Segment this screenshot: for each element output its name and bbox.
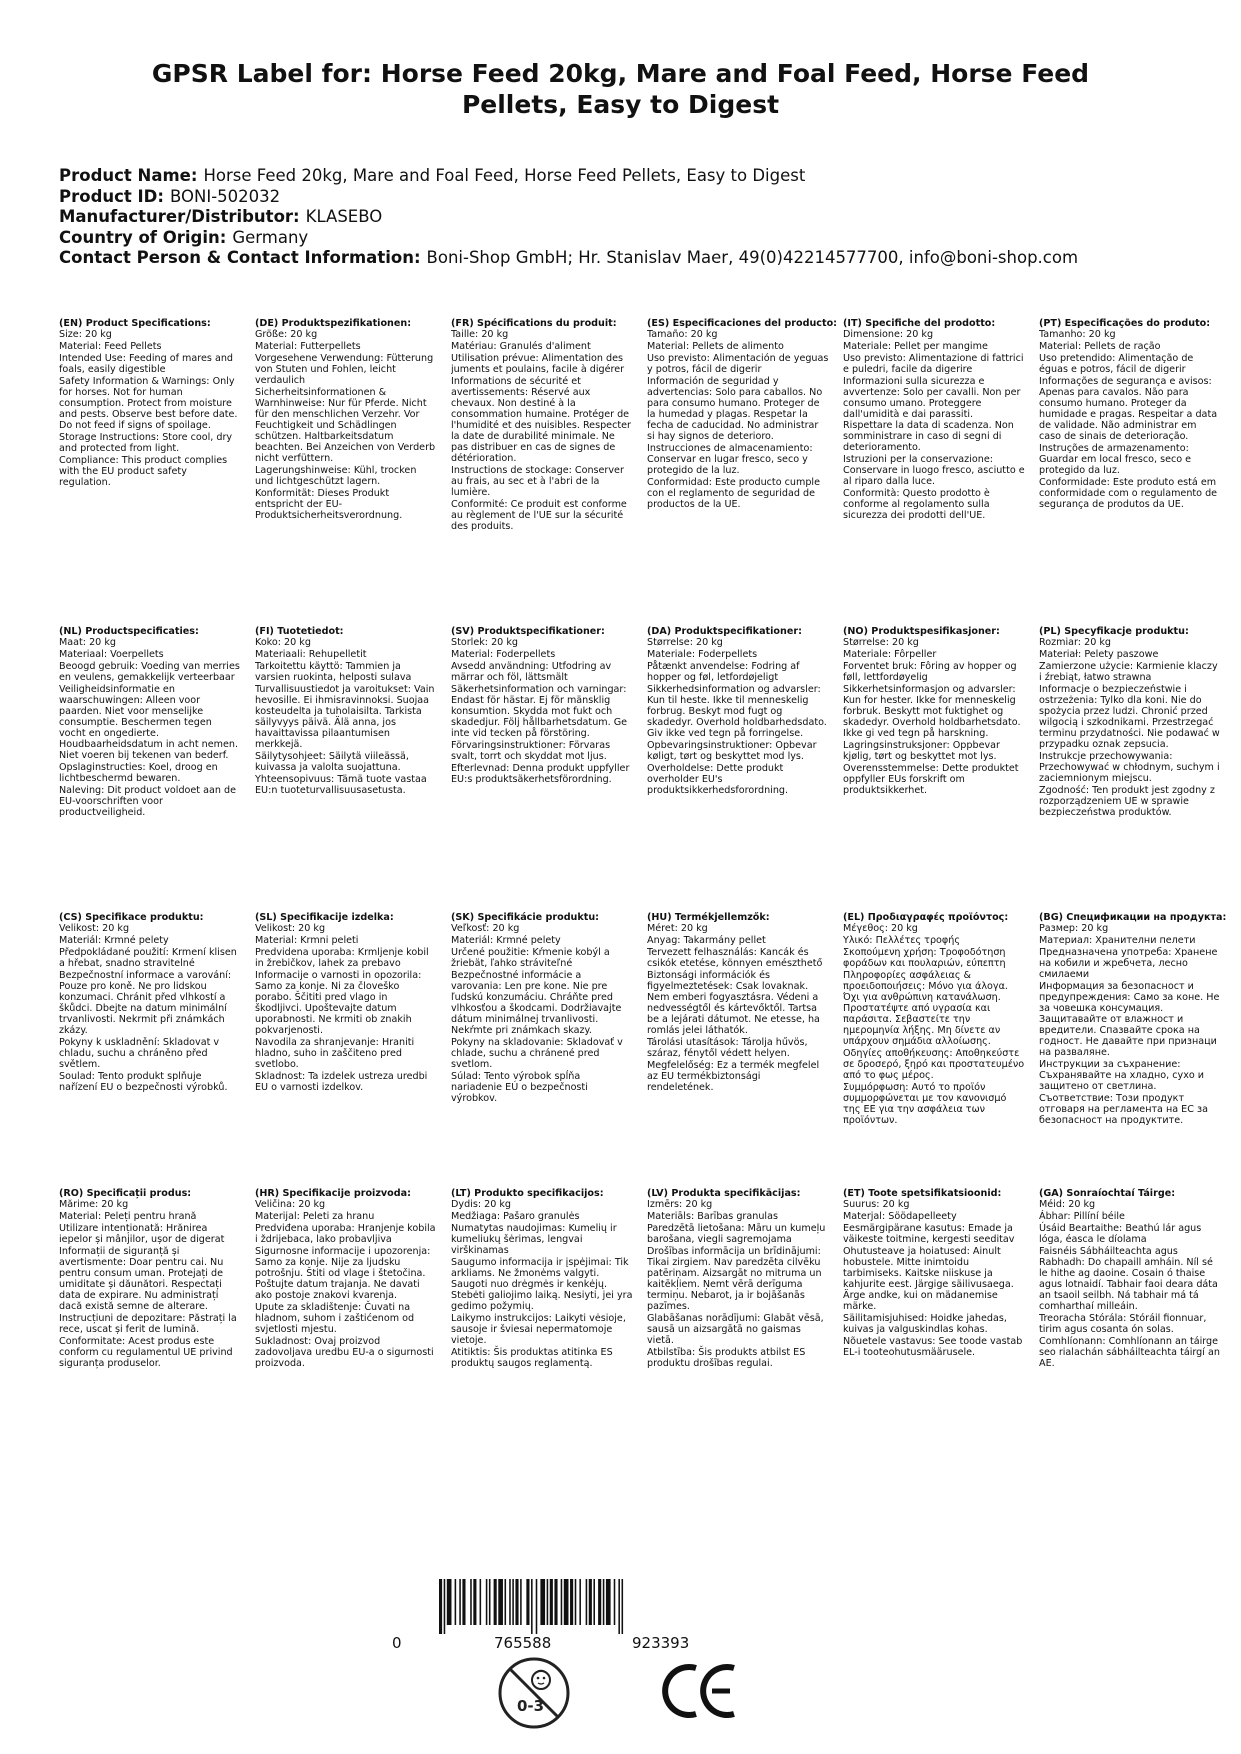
language-spec-line: Úsáid Beartaithe: Beathú lár agus lóga, éasca le díolama [1039, 1223, 1202, 1245]
language-spec-line: Размер: 20 kg [1039, 923, 1109, 934]
language-spec-line: Materiál: Krmné pelety [451, 935, 561, 946]
barcode-bar [486, 1579, 488, 1625]
language-spec-line: Tamaño: 20 kg [647, 329, 718, 340]
language-spec-card [1039, 626, 1235, 912]
language-spec-line: Megfelelőség: Ez a termék megfelel az EU termékbiztonsági rendeletének. [647, 1060, 820, 1093]
language-spec-line: Koko: 20 kg [255, 637, 311, 648]
language-spec-header: (EN) Product Specifications: [59, 318, 211, 329]
language-spec-line: Ohutusteave ja hoiatused: Ainult hobustele. Mitte inimtoidu tarbimiseks. Kaitske niiskuse ja kahjurite eest. Järgige säilivusaega. Ärge andke, kui on mädanemise märke. [843, 1246, 1014, 1312]
language-spec-card [1039, 1188, 1235, 1478]
barcode-bar [614, 1579, 616, 1625]
language-spec-line: Atbilstība: Šis produkts atbilst ES produktu drošības regulai. [647, 1347, 806, 1369]
language-spec-grid [59, 318, 1227, 1478]
language-spec-card [255, 912, 451, 1188]
language-spec-line: Faisnéis Sábháilteachta agus Rabhadh: Do chapaill amháin. Níl sé le hithe ag daoine. Cosain ó thaise agus lotnaidí. Tabhair faoi deara dáta an tsaoil seilbh. Ná tabhair má tá comharthaí milleáin. [1039, 1246, 1218, 1312]
language-spec-line: Konformität: Dieses Produkt entspricht der EU-Produktsicherheitsverordnung. [255, 488, 403, 521]
language-spec-card [843, 318, 1039, 626]
language-spec-line: Instrucciones de almacenamiento: Conservar en lugar fresco, seco y protegido de la luz. [647, 443, 813, 476]
barcode-bar [462, 1579, 465, 1625]
barcode-bar [459, 1579, 461, 1625]
language-spec-line: Materiaali: Rehupelletit [255, 649, 367, 660]
info-value: Horse Feed 20kg, Mare and Foal Feed, Horse Feed Pellets, Easy to Digest [203, 166, 806, 185]
language-spec-line: Saugumo informacija ir įspėjimai: Tik arkliams. Ne žmonėms valgyti. Saugoti nuo drėgmės ir kenkėjų. Stebėti galiojimo laiką. Nesiyti, jei yra gedimo požymių. [451, 1257, 633, 1312]
language-spec-line: Οδηγίες αποθήκευσης: Αποθηκεύστε σε δροσερό, ξηρό και προστατευμένο από το φως μέρος. [843, 1048, 1025, 1081]
language-spec-line: Materiał: Pelety paszowe [1039, 649, 1159, 660]
language-spec-line: Rozmiar: 20 kg [1039, 637, 1111, 648]
ce-mark-icon [660, 1660, 740, 1722]
info-value: Germany [232, 227, 309, 247]
barcode-bar [547, 1579, 549, 1625]
language-spec-line: Информация за безопасност и предупреждения: Само за коне. Не за човешка консумация. Защитавайте от влажност и вредители. Спазвайте срока на годност. Не давайте при признаци на разваляне. [1039, 981, 1220, 1058]
language-spec-line: Glabāšanas norādījumi: Glabāt vēsā, sausā un aizsargātā no gaismas vietā. [647, 1313, 824, 1346]
language-spec-card [451, 912, 647, 1188]
barcode-bar [512, 1579, 514, 1625]
language-spec-line: Materijal: Peleti za hranu [255, 1211, 375, 1222]
language-spec-line: Izmērs: 20 kg [647, 1199, 713, 1210]
language-spec-line: Инструкции за съхранение: Съхранявайте на хладно, сухо и защитено от светлина. [1039, 1059, 1205, 1092]
language-spec-line: Dimensione: 20 kg [843, 329, 934, 340]
barcode-bar [455, 1579, 457, 1625]
barcode-bar [589, 1579, 592, 1625]
barcode-bar [515, 1579, 518, 1625]
language-spec-line: Conformité: Ce produit est conforme au règlement de l'UE sur la sécurité des produits. [451, 499, 627, 532]
barcode-bar [531, 1579, 533, 1634]
barcode-bar [561, 1579, 563, 1625]
language-spec-line: Conformidade: Este produto está em conformidade com o regulamento de segurança de produtos da UE. [1039, 477, 1218, 510]
language-spec-line: Lagerungshinweise: Kühl, trocken und lichtgeschützt lagern. [255, 465, 417, 487]
info-label: Country of Origin: [59, 227, 227, 247]
language-spec-line: Vorgesehene Verwendung: Fütterung von Stuten und Fohlen, leicht verdaulich [255, 353, 434, 386]
info-value: BONI-502032 [169, 186, 281, 206]
language-spec-line: Intended Use: Feeding of mares and foals, easily digestible [59, 353, 234, 375]
language-spec-card [1039, 318, 1235, 626]
language-spec-line: Predvidena uporaba: Krmljenje kobil in žrebičkov, lahek za prebavo [255, 947, 429, 969]
barcode-bar [536, 1579, 538, 1634]
language-spec-line: Forventet bruk: Fôring av hopper og føll, lettfordøyelig [843, 661, 1017, 683]
language-spec-line: Mărime: 20 kg [59, 1199, 129, 1210]
language-spec-header: (FI) Tuotetiedot: [255, 626, 344, 637]
language-spec-line: Material: Pellets de ração [1039, 341, 1161, 352]
language-spec-line: Utilisation prévue: Alimentation des juments et poulains, facile à digérer [451, 353, 625, 375]
language-spec-line: Upute za skladištenje: Čuvati na hladnom, suhom i zaštićenom od svjetlosti mjestu. [255, 1302, 415, 1335]
language-spec-line: Información de seguridad y advertencias: Solo para caballos. No para consumo humano. Proteger de la humedad y plagas. Respetar la fecha de caducidad. No administrar si hay signos de deterioro. [647, 376, 823, 442]
language-spec-card [59, 1188, 255, 1478]
language-spec-line: Instructions de stockage: Conserver au frais, au sec et à l'abri de la lumière. [451, 465, 624, 498]
language-spec-line: Velikost: 20 kg [255, 923, 326, 934]
age-label: 0-3 [517, 1697, 545, 1715]
language-spec-line: Sikkerhetsinformasjon og advarsler: Kun for hester. Ikke for menneskelig forbruk. Beskytt mot fuktighet og skadedyr. Overhold holdbarhetsdato. Ikke gi ved tegn på harskning. [843, 684, 1021, 739]
language-spec-line: Medžiaga: Pašaro granulės [451, 1211, 580, 1222]
language-spec-card [255, 1188, 451, 1478]
language-spec-line: Informacije o varnosti in opozorila: Samo za konje. Ni za človeško porabo. Ščititi pred vlago in škodljivci. Upoštevajte datum uporabnosti. Ne krmiti ob znakih pokvarjenosti. [255, 970, 422, 1036]
barcode-bar [550, 1579, 553, 1625]
language-spec-line: Lagringsinstruksjoner: Oppbevar kjølig, tørt og beskyttet mot lys. [843, 740, 1000, 762]
language-spec-line: Material: Krmni peleti [255, 935, 359, 946]
language-spec-line: Material: Peleți pentru hrană [59, 1211, 197, 1222]
language-spec-header: (GA) Sonraíochtaí Táirge: [1039, 1188, 1176, 1199]
info-label: Product Name: [59, 166, 198, 185]
language-spec-line: Súlad: Tento výrobok spĺňa nariadenie EÚ o bezpečnosti výrobkov. [451, 1071, 588, 1104]
language-spec-line: Uso previsto: Alimentación de yeguas y potros, fácil de digerir [647, 353, 829, 375]
language-spec-line: Förvaringsinstruktioner: Förvaras svalt, torrt och skyddat mot ljus. [451, 740, 611, 762]
language-spec-line: Material: Feed Pellets [59, 341, 162, 352]
barcode-bar [593, 1579, 595, 1625]
language-spec-header: (DA) Produktspecifikationer: [647, 626, 802, 637]
language-spec-line: Bezpečnostné informácie a varovania: Len pre kone. Nie pre ľudskú konzumáciu. Chráňte pred vlhkosťou a škodcami. Dodržiavajte dátum minimálnej trvanlivosti. Nekŕmte pri známkach skazy. [451, 970, 622, 1036]
language-spec-line: Atitiktis: Šis produktas atitinka ES produktų saugos reglamentą. [451, 1347, 613, 1369]
language-spec-card [59, 626, 255, 912]
language-spec-card [843, 912, 1039, 1188]
info-label: Contact Person & Contact Information: [59, 248, 421, 268]
barcode-bar [564, 1579, 569, 1625]
language-spec-line: Material: Foderpellets [451, 649, 556, 660]
language-spec-line: Treoracha Stórála: Stóráil fionnuar, tirim agus cosanta ón solas. [1039, 1313, 1207, 1335]
language-spec-header: (HR) Specifikacije proizvoda: [255, 1188, 411, 1199]
language-spec-card [1039, 912, 1235, 1188]
info-value: KLASEBO [305, 207, 383, 227]
language-spec-line: Материал: Хранителни пелети [1039, 935, 1196, 946]
language-spec-line: Påtænkt anvendelse: Fodring af hopper og føl, letfordøjeligt [647, 661, 800, 683]
language-spec-line: Säilitamisjuhised: Hoidke jahedas, kuivas ja valguskindlas kohas. [843, 1313, 1007, 1335]
language-spec-line: Uso previsto: Alimentazione di fattrici e puledri, facile da digerire [843, 353, 1024, 375]
language-spec-line: Veiligheidsinformatie en waarschuwingen: Alleen voor paarden. Niet voor menselijke consumptie. Beschermen tegen vocht en ongedierte. Houdbaarheidsdatum in acht nemen. Niet voeren bij tekenen van bederf. [59, 684, 239, 761]
language-spec-header: (PT) Especificações do produto: [1039, 318, 1211, 329]
language-spec-line: Informazioni sulla sicurezza e avvertenze: Solo per cavalli. Non per consumo umano. Proteggere dall'umidità e dai parassiti. Rispettare la data di scadenza. Non somministrare in caso di segni di deterioramento. [843, 376, 1021, 453]
barcode-bar [498, 1579, 503, 1625]
barcode-bar [439, 1579, 442, 1634]
language-spec-line: Istruzioni per la conservazione: Conservare in luogo fresco, asciutto e al riparo dalla luce. [843, 454, 1025, 487]
language-spec-line: Sicherheitsinformationen & Warnhinweise: Nur für Pferde. Nicht für den menschlichen Verzehr. Vor Feuchtigkeit und Schädlingen schützen. Haltbarkeitsdatum beachten. Bei Anzeichen von Verderb nicht verfüttern. [255, 387, 436, 464]
language-spec-line: Anyag: Takarmány pellet [647, 935, 766, 946]
language-spec-line: Tárolási utasítások: Tárolja hűvös, száraz, fénytől védett helyen. [647, 1037, 808, 1059]
age-0-3-warning-icon [497, 1656, 571, 1730]
language-spec-line: Utilizare intenționată: Hrănirea iepelor și mânjilor, ușor de digerat [59, 1223, 225, 1245]
language-spec-line: Съответствие: Този продукт отговаря на регламента на ЕС за безопасност на продуктите. [1039, 1093, 1208, 1126]
language-spec-line: Materiaal: Voerpellets [59, 649, 164, 660]
language-spec-line: Materiale: Foderpellets [647, 649, 758, 660]
language-spec-line: Συμμόρφωση: Αυτό το προϊόν συμμορφώνεται με τον κανονισμό της ΕΕ για την ασφάλεια των προϊόντων. [843, 1082, 1007, 1126]
barcode-bar [473, 1579, 476, 1625]
language-spec-line: Предназначена употреба: Хранене на кобили и жребчета, лесно смилаеми [1039, 947, 1218, 980]
barcode-bar [579, 1579, 581, 1625]
language-spec-header: (NO) Produktspesifikasjoner: [843, 626, 1000, 637]
language-spec-line: Velikost: 20 kg [59, 923, 130, 934]
language-spec-line: Méret: 20 kg [647, 923, 708, 934]
language-spec-line: Storage Instructions: Store cool, dry and protected from light. [59, 432, 233, 454]
language-spec-line: Material: Futterpellets [255, 341, 361, 352]
language-spec-line: Dydis: 20 kg [451, 1199, 512, 1210]
language-spec-header: (SL) Specifikacije izdelka: [255, 912, 394, 923]
info-label: Manufacturer/Distributor: [59, 207, 300, 227]
barcode-bar [540, 1579, 545, 1625]
language-spec-card [647, 912, 843, 1188]
barcode-digit-left: 0 [392, 1634, 402, 1652]
language-spec-line: Størrelse: 20 kg [843, 637, 919, 648]
language-spec-line: Pokyny k uskladnění: Skladovat v chladu, suchu a chráněno před světlem. [59, 1037, 220, 1070]
language-spec-card [647, 626, 843, 912]
language-spec-line: Paredzētā lietošana: Māru un kumeļu barošana, viegli sagremojama [647, 1223, 826, 1245]
language-spec-line: Pokyny na skladovanie: Skladovať v chlade, suchu a chránené pred svetlom. [451, 1037, 623, 1070]
language-spec-line: Storlek: 20 kg [451, 637, 518, 648]
language-spec-line: Zgodność: Ten produkt jest zgodny z rozporządzeniem UE w sprawie bezpieczeństwa produktów. [1039, 785, 1215, 818]
language-spec-header: (CS) Specifikace produktu: [59, 912, 204, 923]
product-info [59, 166, 1199, 269]
language-spec-header: (IT) Specifiche del prodotto: [843, 318, 996, 329]
language-spec-card [59, 912, 255, 1188]
info-label: Product ID: [59, 186, 164, 206]
barcode-bar [570, 1579, 573, 1625]
language-spec-line: Conformitate: Acest produs este conform cu regulamentul UE privind siguranța produselor. [59, 1336, 233, 1369]
language-spec-line: Opslaginstructies: Koel, droog en lichtbeschermd bewaren. [59, 762, 218, 784]
language-spec-line: Nõuetele vastavus: See toode vastab EL-i tooteohutusmäärusele. [843, 1336, 1023, 1358]
language-spec-line: Numatytas naudojimas: Kumelių ir kumeliukų šėrimas, lengvai virškinamas [451, 1223, 617, 1256]
language-spec-line: Předpokládané použití: Krmení klisen a hřebat, snadno stravitelné [59, 947, 237, 969]
language-spec-header: (FR) Spécifications du produit: [451, 318, 617, 329]
language-spec-line: Tarkoitettu käyttö: Tammien ja varsien ruokinta, helposti sulava [255, 661, 412, 683]
barcode-bar [480, 1579, 482, 1625]
barcode-bar [598, 1579, 601, 1625]
language-spec-line: Μέγεθος: 20 kg [843, 923, 918, 934]
language-spec-card [59, 318, 255, 626]
barcode-bar [575, 1579, 577, 1625]
language-spec-line: Veľkosť: 20 kg [451, 923, 520, 934]
barcode-bar [444, 1579, 446, 1634]
language-spec-header: (RO) Specificații produs: [59, 1188, 192, 1199]
language-spec-line: Materiale: Fôrpeller [843, 649, 937, 660]
language-spec-line: Instrucțiuni de depozitare: Păstrați la rece, uscat și ferit de lumină. [59, 1313, 237, 1335]
language-spec-line: Material: Pellets de alimento [647, 341, 784, 352]
language-spec-line: Navodila za shranjevanje: Hraniti hladno, suho in zaščiteno pred svetlobo. [255, 1037, 415, 1070]
language-spec-line: Materiale: Pellet per mangime [843, 341, 988, 352]
language-spec-line: Størrelse: 20 kg [647, 637, 723, 648]
language-spec-card [647, 318, 843, 626]
language-spec-card [451, 1188, 647, 1478]
language-spec-line: Sukladnost: Ovaj proizvod zadovoljava uredbu EU-a o sigurnosti proizvoda. [255, 1336, 434, 1369]
language-spec-header: (LV) Produkta specifikācijas: [647, 1188, 801, 1199]
language-spec-line: Matériau: Granulés d'aliment [451, 341, 591, 352]
barcode-bar [586, 1579, 588, 1625]
language-spec-line: Bezpečnostní informace a varování: Pouze pro koně. Ne pro lidskou konzumaci. Chránit před vlhkostí a škůdci. Dbejte na datum minimální trvanlivosti. Nekrmit při známkách zkázy. [59, 970, 232, 1036]
language-spec-card [255, 318, 451, 626]
language-spec-line: Informations de sécurité et avertissements: Réservé aux chevaux. Non destiné à la consommation humaine. Protéger de l'humidité et des nuisibles. Respecter la date de durabilité minimale. Ne pas distribuer en cas de signes de détérioration. [451, 376, 631, 464]
language-spec-line: Eesmärgipärane kasutus: Emade ja väikeste toitmine, kergesti seeditav [843, 1223, 1015, 1245]
barcode-bar [447, 1579, 452, 1625]
info-row [59, 228, 1199, 249]
barcode-bar [618, 1579, 620, 1634]
language-spec-line: Overholdelse: Dette produkt overholder EU's produktsikkerhedsforordning. [647, 763, 789, 796]
language-spec-line: Instruções de armazenamento: Guardar em local fresco, seco e protegido da luz. [1039, 443, 1192, 476]
language-spec-header: (HU) Termékjellemzők: [647, 912, 770, 923]
barcode-bar [554, 1579, 557, 1625]
barcode-bar [505, 1579, 507, 1625]
language-spec-line: Comhlíonann: Comhlíonann an táirge seo rialachán sábháilteachta táirgí an AE. [1039, 1336, 1220, 1369]
language-spec-line: Drošības informācija un brīdinājumi: Tikai zirgiem. Nav paredzēta cilvēku patēriņam. Aizsargāt no mitruma un kaitēkļiem. Ņemt vērā derīguma termiņu. Nebarot, ja ir bojāšanās pazīmes. [647, 1246, 822, 1312]
language-spec-line: Instrukcje przechowywania: Przechowywać w chłodnym, suchym i zaciemnionym miejscu. [1039, 751, 1220, 784]
language-spec-line: Conformidad: Este producto cumple con el reglamento de seguridad de productos de la UE. [647, 477, 820, 510]
language-spec-line: Taille: 20 kg [451, 329, 509, 340]
language-spec-line: Ábhar: Pillíní béile [1039, 1211, 1125, 1222]
language-spec-card [647, 1188, 843, 1478]
language-spec-line: Sikkerhedsinformation og advarsler: Kun til heste. Ikke til menneskelig forbrug. Beskyt mod fugt og skadedyr. Overhold holdbarhedsdato. Giv ikke ved tegn på forringelse. [647, 684, 827, 739]
language-spec-line: Σκοπούμενη χρήση: Τροφοδότηση φοράδων και πουλαριών, εύπεπτη [843, 947, 1006, 969]
language-spec-card [255, 626, 451, 912]
language-spec-line: Υλικό: Πελλέτες τροφής [843, 935, 960, 946]
language-spec-card [843, 1188, 1039, 1478]
barcode-bar [520, 1579, 522, 1625]
language-spec-card [451, 318, 647, 626]
language-spec-header: (DE) Produktspezifikationen: [255, 318, 412, 329]
page-title: GPSR Label for: Horse Feed 20kg, Mare and Foal Feed, Horse Feed Pellets, Easy to Digest [151, 59, 1090, 119]
language-spec-line: Materjal: Söödapelleety [843, 1211, 957, 1222]
language-spec-line: Sigurnosne informacije i upozorenja: Samo za konje. Nije za ljudsku potrošnju. Štiti od vlage i štetočina. Poštujte datum trajanja. Ne davati ako postoje znakovi kvarenja. [255, 1246, 431, 1301]
language-spec-header: (LT) Produkto specifikacijos: [451, 1188, 604, 1199]
barcode-bar [494, 1579, 497, 1625]
language-spec-line: Säilytysohjeet: Säilytä viileässä, kuivassa ja valolta suojattuna. [255, 751, 409, 773]
language-spec-line: Säkerhetsinformation och varningar: Endast för hästar. Ej för mänsklig konsumtion. Skydda mot fukt och skadedjur. Följ hållbarhetsdatum. Ge inte vid tecken på förstöring. [451, 684, 628, 739]
language-spec-line: Πληροφορίες ασφάλειας & προειδοποιήσεις: Μόνο για άλογα. Όχι για ανθρώπινη κατανάλωση. Προστατέψτε από υγρασία και παράσιτα. Σεβαστείτε την ημερομηνία λήξης. Μη δίνετε αν υπάρχουν σημάδια αλλοίωσης. [843, 970, 1008, 1047]
info-row [59, 166, 1199, 187]
language-spec-line: Maat: 20 kg [59, 637, 116, 648]
language-spec-line: Suurus: 20 kg [843, 1199, 910, 1210]
language-spec-line: Méid: 20 kg [1039, 1199, 1096, 1210]
language-spec-header: (ES) Especificaciones del producto: [647, 318, 838, 329]
language-spec-line: Materiál: Krmné pelety [59, 935, 169, 946]
language-spec-line: Yhteensopivuus: Tämä tuote vastaa EU:n tuoteturvallisuusasetusta. [255, 774, 427, 796]
barcode-bar [489, 1579, 491, 1625]
language-spec-line: Overensstemmelse: Dette produktet oppfyller EUs forskrift om produktsikkerhet. [843, 763, 1019, 796]
language-spec-header: (EL) Προδιαγραφές προϊόντος: [843, 912, 1009, 923]
language-spec-line: Materiāls: Barības granulas [647, 1211, 778, 1222]
language-spec-line: Skladnost: Ta izdelek ustreza uredbi EU o varnosti izdelkov. [255, 1071, 428, 1093]
info-row [59, 207, 1199, 228]
language-spec-line: Biztonsági információk és figyelmeztetések: Csak lovaknak. Nem emberi fogyasztásra. Védeni a nedvességtől és kártevőktől. Tartsa be a lejárati dátumot. Ne etesse, ha romlás jelei láthatók. [647, 970, 820, 1036]
barcode-bar [606, 1579, 611, 1625]
language-spec-card [843, 626, 1039, 912]
language-spec-header: (SK) Špecifikácie produktu: [451, 912, 600, 923]
language-spec-line: Informações de segurança e avisos: Apenas para cavalos. Não para consumo humano. Proteger da humidade e pragas. Respeitar a data de validade. Não administrar em caso de sinais de deterioração. [1039, 376, 1218, 442]
language-spec-line: Predviđena uporaba: Hranjenje kobila i ždrijebaca, lako probavljiva [255, 1223, 436, 1245]
language-spec-line: Zamierzone użycie: Karmienie klaczy i źrebiąt, łatwo strawna [1039, 661, 1218, 683]
barcode-bars [437, 1579, 737, 1634]
language-spec-line: Laikymo instrukcijos: Laikyti vėsioje, sausoje ir šviesai nepermatomoje vietoje. [451, 1313, 626, 1346]
language-spec-line: Soulad: Tento produkt splňuje nařízení EU o bezpečnosti výrobků. [59, 1071, 228, 1093]
language-spec-line: Určené použitie: Kŕmenie kobýl a žriebät, ľahko stráviteľné [451, 947, 610, 969]
barcode-bar [509, 1579, 511, 1625]
language-spec-line: Uso pretendido: Alimentação de éguas e potros, fácil de digerir [1039, 353, 1194, 375]
language-spec-header: (PL) Specyfikacje produktu: [1039, 626, 1189, 637]
language-spec-line: Conformità: Questo prodotto è conforme al regolamento sulla sicurezza dei prodotti dell'UE. [843, 488, 990, 521]
barcode-bar [470, 1579, 472, 1625]
language-spec-header: (SV) Produktspecifikationer: [451, 626, 605, 637]
language-spec-line: Compliance: This product complies with the EU product safety regulation. [59, 455, 228, 488]
language-spec-line: Safety Information & Warnings: Only for horses. Not for human consumption. Protect from moisture and pests. Observe best before date. Do not feed if signs of spoilage. [59, 376, 238, 431]
language-spec-card [451, 626, 647, 912]
language-spec-line: Turvallisuustiedot ja varoitukset: Vain hevosille. Ei ihmisravinnoksi. Suojaa kosteudelta ja tuholaisilta. Tarkista säilyvyys päivä. Älä anna, jos havaittavissa pilaantumisen merkkejä. [255, 684, 435, 750]
language-spec-line: Veličina: 20 kg [255, 1199, 326, 1210]
language-spec-line: Size: 20 kg [59, 329, 112, 340]
language-spec-line: Tamanho: 20 kg [1039, 329, 1116, 340]
language-spec-line: Informacje o bezpieczeństwie i ostrzeżenia: Tylko dla koni. Nie do spożycia przez ludzi. Chronić przed wilgocią i szkodnikami. Przestrzegać terminu przydatności. Nie podawać w przypadku oznak zepsucia. [1039, 684, 1220, 750]
language-spec-line: Naleving: Dit product voldoet aan de EU-voorschriften voor productveiligheid. [59, 785, 236, 818]
language-spec-line: Avsedd användning: Utfodring av märrar och föl, lättsmält [451, 661, 612, 683]
language-spec-line: Beoogd gebruik: Voeding van merries en veulens, gemakkelijk verteerbaar [59, 661, 240, 683]
language-spec-line: Tervezett felhasználás: Kancák és csikók etetése, könnyen emészthető [647, 947, 823, 969]
language-spec-line: Informații de siguranță și avertismente: Doar pentru cai. Nu pentru consum uman. Protejați de umiditate și dăunători. Respectați data de expirare. Nu administrați dacă există semne de alterare. [59, 1246, 224, 1312]
info-row [59, 248, 1199, 269]
info-row [59, 187, 1199, 208]
language-spec-header: (ET) Toote spetsifikatsioonid: [843, 1188, 1002, 1199]
info-value: Boni-Shop GmbH; Hr. Stanislav Maer, 49(0)42214577700, info@boni-shop.com [426, 248, 1079, 268]
barcode-digits-right: 923393 [632, 1634, 690, 1652]
language-spec-line: Opbevaringsinstruktioner: Opbevar køligt, tørt og beskyttet mod lys. [647, 740, 817, 762]
barcode-digits-middle: 765588 [494, 1634, 552, 1652]
barcode-bar [603, 1579, 605, 1625]
barcode-bar [526, 1579, 529, 1625]
language-spec-header: (BG) Спецификации на продукта: [1039, 912, 1227, 923]
barcode [392, 1579, 737, 1652]
language-spec-line: Efterlevnad: Denna produkt uppfyller EU:s produktsäkerhetsförordning. [451, 763, 630, 785]
barcode-bar [622, 1579, 624, 1634]
language-spec-header: (NL) Productspecificaties: [59, 626, 199, 637]
language-spec-line: Größe: 20 kg [255, 329, 318, 340]
